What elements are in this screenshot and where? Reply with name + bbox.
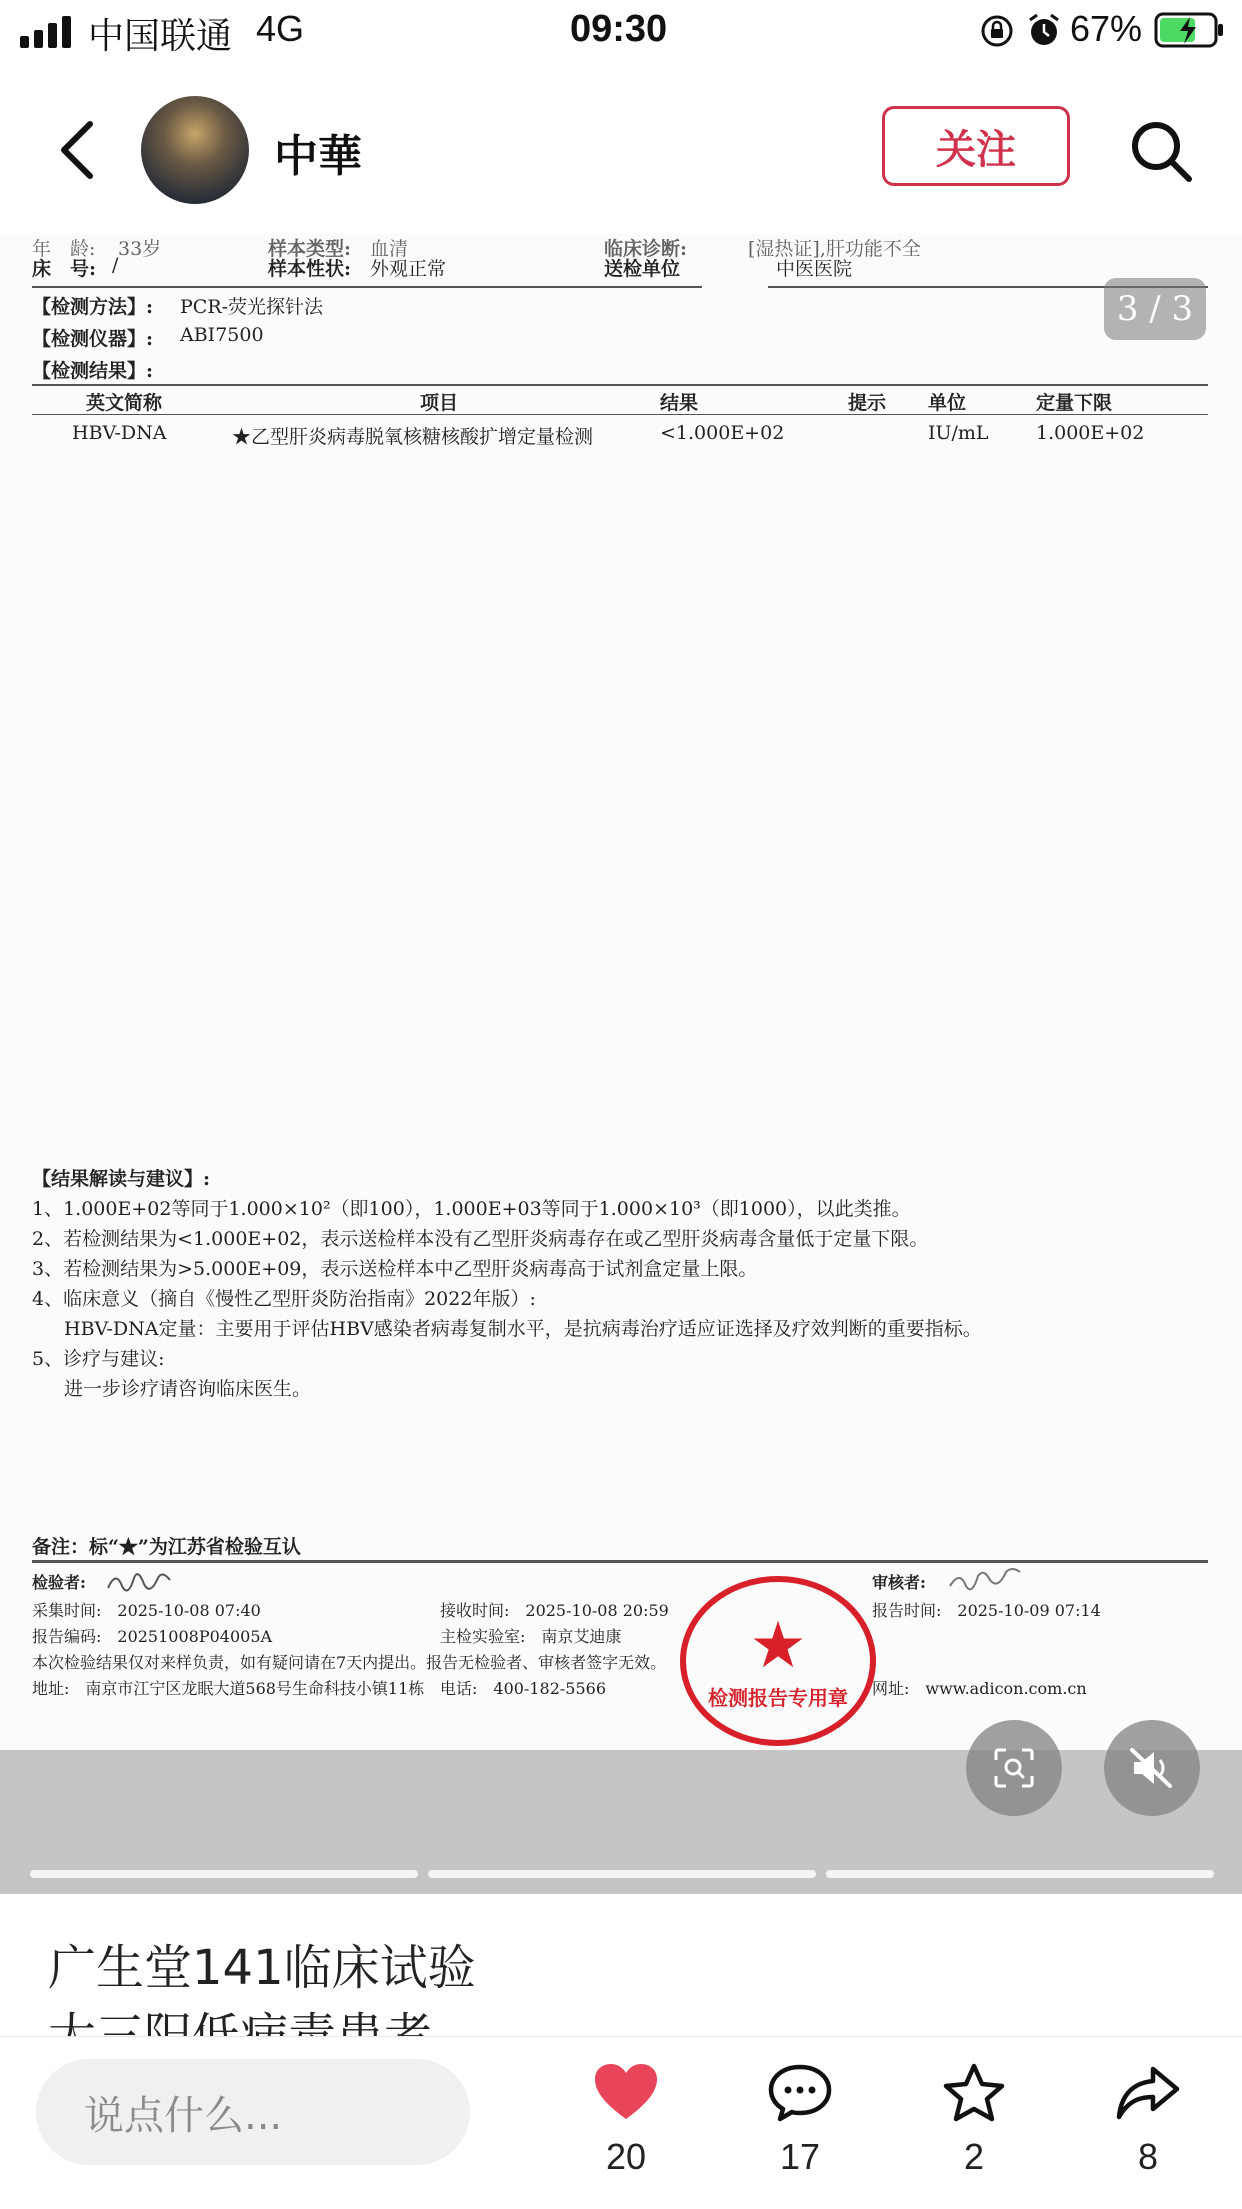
signal-icon <box>20 16 76 48</box>
interpretation-line: 1、1.000E+02等同于1.000×10²（即100），1.000E+03等同于1.000×10³（即1000），以此类推。 <box>32 1198 911 1220</box>
interpretation-line: 3、若检测结果为>5.000E+09，表示送检样本中乙型肝炎病毒高于试剂盒定量上限。 <box>32 1258 758 1280</box>
clock: 09:30 <box>570 8 668 50</box>
address: 地址: 南京市江宁区龙眠大道568号生命科技小镇11栋 <box>32 1679 425 1698</box>
phone: 电话: 400-182-5566 <box>440 1679 607 1698</box>
bed-label: 床 号: <box>32 258 97 280</box>
receive-time: 接收时间: 2025-10-08 20:59 <box>440 1601 669 1620</box>
comment-input[interactable]: 说点什么... <box>36 2059 470 2165</box>
result-label: 【检测结果】: <box>32 360 154 382</box>
interpretation-line: 进一步诊疗请咨询临床医生。 <box>64 1378 312 1400</box>
table-cell: 1.000E+02 <box>1036 422 1145 444</box>
follow-button[interactable]: 关注 <box>882 106 1070 186</box>
report-time: 报告时间: 2025-10-09 07:14 <box>872 1601 1101 1620</box>
avatar[interactable] <box>141 96 249 204</box>
author-name[interactable]: 中華 <box>274 131 362 182</box>
favorite-count: 2 <box>963 2136 985 2177</box>
reviewer-signature <box>946 1564 1026 1594</box>
table-cell: IU/mL <box>928 422 989 444</box>
column-header: 英文简称 <box>86 392 163 414</box>
table-cell: HBV-DNA <box>72 422 167 444</box>
chevron-left-icon[interactable] <box>56 120 96 180</box>
sample-trait-label: 样本性状: <box>268 258 352 280</box>
share-button[interactable] <box>1088 2063 1208 2178</box>
tester-label: 检验者: <box>32 1573 86 1592</box>
table-cell: <1.000E+02 <box>660 422 785 444</box>
bed-value: / <box>112 254 119 276</box>
column-header: 项目 <box>420 392 459 414</box>
bottom-action-bar <box>0 2036 1242 2209</box>
lab-name: 主检实验室: 南京艾迪康 <box>440 1627 622 1646</box>
report-code: 报告编码: 20251008P04005A <box>32 1627 273 1646</box>
carrier-name: 中国联通 <box>88 15 233 56</box>
dept-value: 中医医院 <box>776 258 853 280</box>
official-seal: ★ 检测报告专用章 <box>680 1576 876 1746</box>
dept-label: 送检单位 <box>604 258 681 280</box>
interpretation-line: 5、诊疗与建议: <box>32 1348 165 1370</box>
column-header: 结果 <box>660 392 699 414</box>
report-note: 备注：标“★”为江苏省检验互认 <box>32 1536 301 1558</box>
table-cell: ★乙型肝炎病毒脱氧核糖核酸扩增定量检测 <box>232 426 594 448</box>
table-top-rule <box>32 384 1208 386</box>
battery-icon <box>1154 12 1226 48</box>
diagnosis-value: [湿热证],肝功能不全 <box>748 238 921 260</box>
disclaimer: 本次检验结果仅对来样负责，如有疑问请在7天内提出。报告无检验者、审核者签字无效。 <box>32 1653 667 1672</box>
diagnosis-label: 临床诊断: <box>604 238 688 260</box>
network-type: 4G <box>256 8 305 49</box>
rotation-lock-icon <box>980 14 1014 48</box>
website: 网址: www.adicon.com.cn <box>872 1679 1087 1698</box>
age-value: 33岁 <box>118 238 162 260</box>
sample-trait-value: 外观正常 <box>370 258 447 280</box>
speech-bubble-icon <box>767 2063 833 2123</box>
column-header: 提示 <box>848 392 887 414</box>
post-header <box>0 62 1242 234</box>
column-header: 单位 <box>928 392 967 414</box>
interpretation-line: 4、临床意义（摘自《慢性乙型肝炎防治指南》2022年版）: <box>32 1288 536 1310</box>
scan-text-icon <box>992 1746 1036 1790</box>
instrument-value: ABI7500 <box>180 324 264 346</box>
like-button[interactable] <box>566 2063 686 2178</box>
comment-button[interactable] <box>740 2063 860 2178</box>
tester-signature <box>104 1568 174 1598</box>
speaker-muted-icon <box>1128 1746 1176 1790</box>
table-header-rule <box>32 414 1208 415</box>
interpretation-line: HBV-DNA定量：主要用于评估HBV感染者病毒复制水平，是抗病毒治疗适应证选择及疗效判断的重要指标。 <box>64 1318 982 1340</box>
battery-percent: 67% <box>1070 8 1143 49</box>
share-arrow-icon <box>1115 2063 1181 2123</box>
status-bar <box>0 0 1242 62</box>
comment-count: 17 <box>779 2136 821 2177</box>
column-header: 定量下限 <box>1036 392 1113 414</box>
age-label: 年 龄: <box>32 238 96 260</box>
footer-rule <box>32 1560 1208 1563</box>
favorite-button[interactable] <box>914 2063 1034 2178</box>
caption-line: 广生堂141临床试验 <box>48 1940 476 1996</box>
carousel-progress-segment <box>428 1870 816 1878</box>
method-value: PCR-荧光探针法 <box>180 296 324 318</box>
method-label: 【检测方法】: <box>32 296 154 318</box>
share-count: 8 <box>1137 2136 1159 2177</box>
post-image[interactable] <box>0 234 1242 1894</box>
search-icon[interactable] <box>1128 118 1194 184</box>
sample-type-value: 血清 <box>370 238 409 260</box>
like-count: 20 <box>605 2136 647 2177</box>
alarm-icon <box>1026 12 1062 48</box>
star-icon <box>941 2063 1007 2123</box>
reviewer-label: 审核者: <box>872 1573 926 1592</box>
interpretation-title: 【结果解读与建议】: <box>32 1168 211 1190</box>
mute-button[interactable] <box>1104 1720 1200 1816</box>
carousel-progress-segment <box>30 1870 418 1878</box>
divider <box>32 286 702 288</box>
scan-text-button[interactable] <box>966 1720 1062 1816</box>
heart-icon <box>593 2063 659 2123</box>
instrument-label: 【检测仪器】: <box>32 328 154 350</box>
interpretation-line: 2、若检测结果为<1.000E+02，表示送检样本没有乙型肝炎病毒存在或乙型肝炎病毒含量低于定量下限。 <box>32 1228 929 1250</box>
image-counter: 3 / 3 <box>1104 278 1206 340</box>
collect-time: 采集时间: 2025-10-08 07:40 <box>32 1601 261 1620</box>
sample-type-label: 样本类型: <box>268 238 352 260</box>
carousel-progress-segment <box>826 1870 1214 1878</box>
